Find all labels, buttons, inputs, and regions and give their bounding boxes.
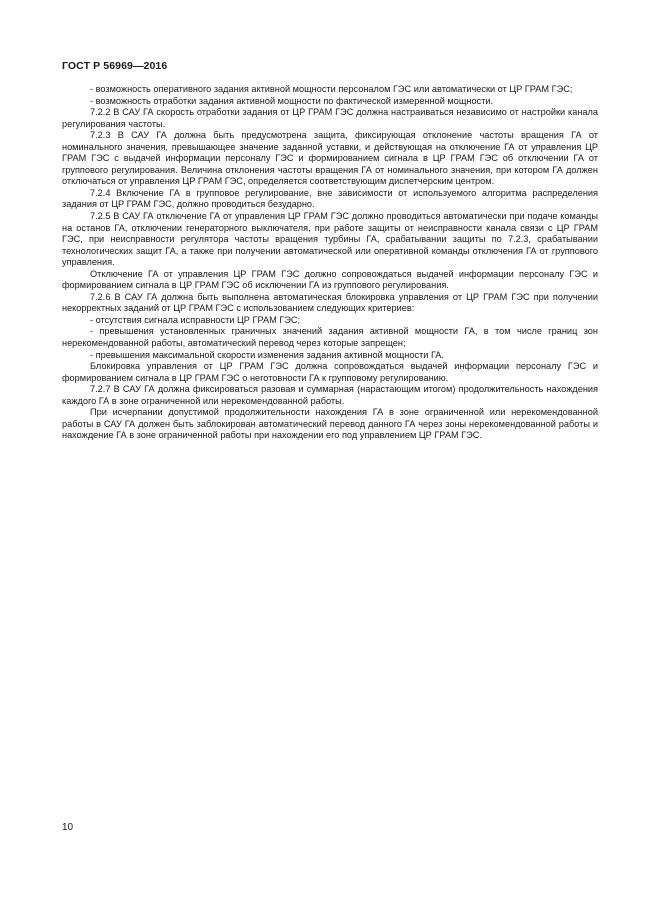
paragraph: - возможность оперативного задания активной мощности персоналом ГЭС или автоматически от ЦР ГРАМ ГЭС;: [90, 84, 573, 94]
paragraph: - отсутствия сигнала исправности ЦР ГРАМ ГЭС;: [90, 314, 301, 325]
paragraph: 7.2.3 В САУ ГА должна быть предусмотрена защита, фиксирующая отклонение частоты вращения ГА от номинального значения, превышающее значение заданной уставки, и действующая на отключение ГА от управления ЦР ГРАМ ГЭС с выдачей информации персоналу ГЭС и формированием сигнала в ЦР ГРАМ ГЭС об отключении ГА от группового регулирования. Величина отклонения частоты вращения ГА от номинального значения, при котором ГА должен отключаться от управления ЦР ГРАМ ГЭС, определяется соответствующим диспетчерским центром.: [62, 130, 598, 187]
document-body: [62, 84, 598, 442]
paragraph: Блокировка управления от ЦР ГРАМ ГЭС должна сопровождаться выдачей информации персоналу ГЭС и формированием сигнала в ЦР ГРАМ ГЭС о неготовности ГА к групповому регулированию.: [62, 361, 598, 383]
document-standard-number: ГОСТ Р 56969—2016: [62, 60, 168, 72]
page-number: 10: [62, 822, 74, 833]
paragraph: При исчерпании допустимой продолжительности нахождения ГА в зоне ограниченной или нерекомендованной работы в САУ ГА должен быть заблокирован автоматический перевод данного ГА через зоны нерекомендованной работы и нахождение ГА в зоне ограниченной работы при нахождении его под управлением ЦР ГРАМ ГЭС.: [62, 407, 598, 441]
paragraph: Отключение ГА от управления ЦР ГРАМ ГЭС должно сопровождаться выдачей информации персоналу ГЭС и формированием сигнала в ЦР ГРАМ ГЭС об исключении ГА из группового регулирования.: [62, 268, 598, 291]
paragraph: 7.2.6 В САУ ГА должна быть выполнена автоматическая блокировка управления от ЦР ГРАМ ГЭС при получении некорректных заданий от ЦР ГРАМ ГЭС с использованием следующих критериев:: [62, 291, 598, 314]
paragraph: 7.2.5 В САУ ГА отключение ГА от управления ЦР ГРАМ ГЭС должно проводиться автоматически при подаче команды на останов ГА, отключении генераторного выключателя, при работе защиты от неисправности канала связи с ЦР ГРАМ ГЭС, при неисправности регулятора частоты вращения турбины ГА, срабатывании защиты по 7.2.3, срабатывании технологических защит ГА, а также при получении автоматической или оперативной команды отключения ГА от группового управления.: [62, 211, 598, 268]
paragraph: - превышения установленных граничных значений задания активной мощности ГА, в том числе границ зон нерекомендованной работы, автоматический перевод через которые запрещен;: [62, 326, 598, 349]
paragraph: 7.2.2 В САУ ГА скорость отработки задания от ЦР ГРАМ ГЭС должна настраиваться независимо от настройки канала регулирования частоты.: [62, 107, 598, 129]
paragraph: - превышения максимальной скорости изменения задания активной мощности ГА.: [90, 349, 444, 360]
paragraph: - возможность отработки задания активной мощности по фактической измеренной мощности.: [90, 95, 494, 106]
paragraph: 7.2.4 Включение ГА в групповое регулирование, вне зависимости от используемого алгоритма распределения задания от ЦР ГРАМ ГЭС, должно проводиться безударно.: [62, 187, 598, 210]
paragraph: 7.2.7 В САУ ГА должна фиксироваться разовая и суммарная (нарастающим итогом) продолжительность нахождения каждого ГА в зоне ограниченной или нерекомендованной работы.: [62, 384, 598, 406]
